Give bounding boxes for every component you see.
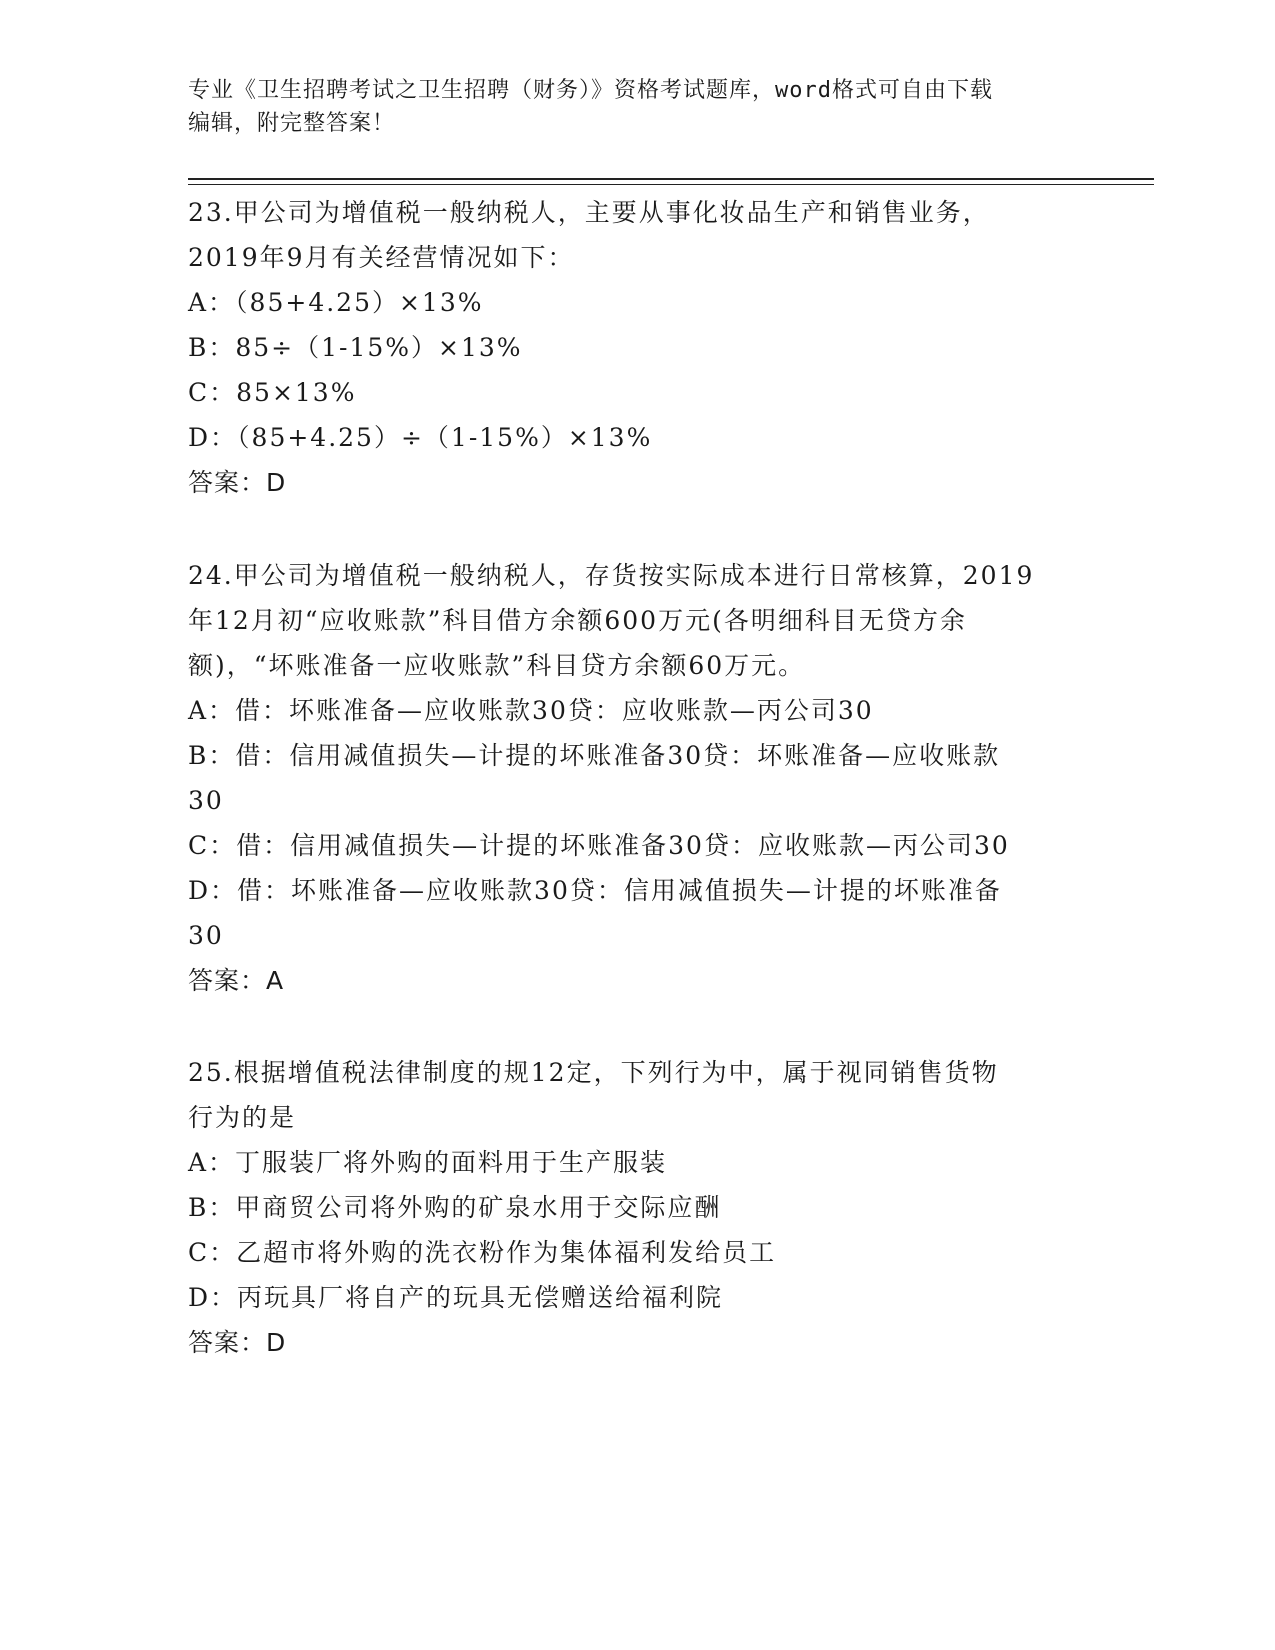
question-stem-line: 24.甲公司为增值税一般纳税人，存货按实际成本进行日常核算，2019 xyxy=(188,561,1035,590)
option-b: B：85÷（1-15%）×13% xyxy=(188,333,523,362)
option-b: B：甲商贸公司将外购的矿泉水用于交际应酬 xyxy=(188,1193,722,1222)
answer-line: 答案：D xyxy=(188,468,287,497)
option-c: C：85×13% xyxy=(188,378,357,407)
option-d: D：借：坏账准备—应收账款30贷：信用减值损失—计提的坏账准备 xyxy=(188,876,1002,905)
option-d: D：丙玩具厂将自产的玩具无偿赠送给福利院 xyxy=(188,1283,724,1312)
question-stem-line: 年12月初“应收账款”科目借方余额600万元(各明细科目无贷方余 xyxy=(188,606,967,635)
option-b: B：借：信用减值损失—计提的坏账准备30贷：坏账准备—应收账款 xyxy=(188,741,1001,770)
option-a: A：（85+4.25）×13% xyxy=(188,288,484,317)
question-stem-line: 额)，“坏账准备一应收账款”科目贷方余额60万元。 xyxy=(188,651,806,680)
option-d-continued: 30 xyxy=(188,921,224,950)
option-a: A：丁服装厂将外购的面料用于生产服装 xyxy=(188,1148,668,1177)
option-c: C：乙超市将外购的洗衣粉作为集体福利发给员工 xyxy=(188,1238,777,1267)
header-rule-thick xyxy=(188,178,1154,180)
header-line-1: 专业《卫生招聘考试之卫生招聘（财务）》资格考试题库，word格式可自由下载 xyxy=(188,78,993,103)
question-stem-line: 行为的是 xyxy=(188,1103,297,1132)
answer-line: 答案：A xyxy=(188,966,285,995)
document-header xyxy=(188,74,1068,140)
question-stem-line: 23.甲公司为增值税一般纳税人，主要从事化妆品生产和销售业务， xyxy=(188,198,990,227)
option-a: A：借：坏账准备—应收账款30贷：应收账款—丙公司30 xyxy=(188,696,874,725)
header-rule-thin xyxy=(188,184,1154,185)
question-stem-line: 25.根据增值税法律制度的规12定，下列行为中，属于视同销售货物 xyxy=(188,1058,999,1087)
answer-line: 答案：D xyxy=(188,1328,287,1357)
question-24 xyxy=(188,553,1078,1003)
question-23 xyxy=(188,190,1078,505)
option-c: C：借：信用减值损失—计提的坏账准备30贷：应收账款—丙公司30 xyxy=(188,831,1010,860)
option-d: D：（85+4.25）÷（1-15%）×13% xyxy=(188,423,653,452)
question-stem-line: 2019年9月有关经营情况如下： xyxy=(188,243,575,272)
header-line-2: 编辑，附完整答案！ xyxy=(188,111,396,136)
option-b-continued: 30 xyxy=(188,786,224,815)
question-25 xyxy=(188,1050,1078,1365)
